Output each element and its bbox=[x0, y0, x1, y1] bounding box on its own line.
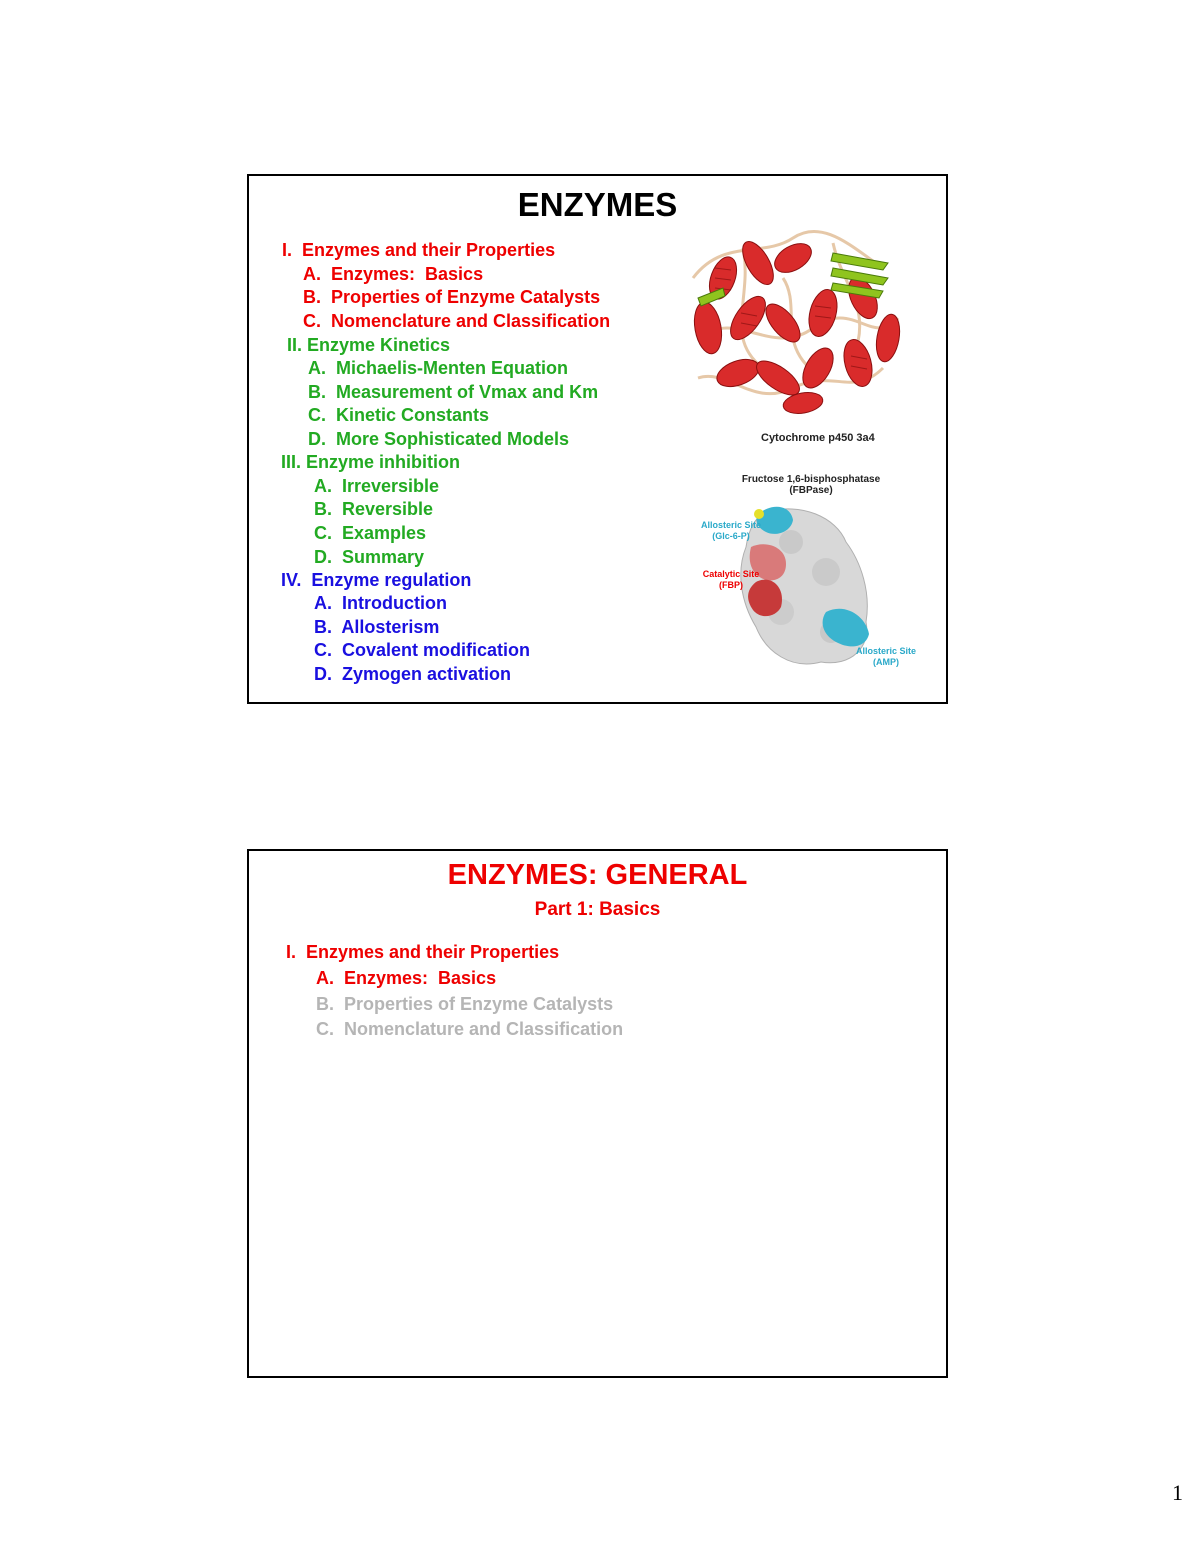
catalytic-line1: Catalytic Site bbox=[702, 569, 760, 579]
outline-item: B. Allosterism bbox=[314, 617, 440, 637]
slide-2 bbox=[247, 849, 948, 1378]
allosteric2-line2: (AMP) bbox=[873, 657, 899, 667]
outline-item: A. Enzymes: Basics bbox=[303, 264, 484, 284]
slide-2-title: ENZYMES: GENERAL bbox=[447, 859, 748, 891]
outline-item: C. Kinetic Constants bbox=[308, 405, 490, 425]
outline-item: A. Enzymes: Basics bbox=[316, 968, 497, 988]
outline-item: A. Introduction bbox=[314, 593, 447, 613]
outline-item: A. Michaelis-Menten Equation bbox=[308, 358, 569, 378]
allosteric-site-glc-label bbox=[691, 520, 771, 542]
fbpase-title-line2: (FBPase) bbox=[789, 485, 833, 496]
fbpase-figure bbox=[691, 474, 926, 674]
outline-item: IV. Enzyme regulation bbox=[281, 570, 472, 590]
catalytic-site-label bbox=[691, 569, 771, 591]
allosteric1-line1: Allosteric Site bbox=[700, 520, 762, 530]
outline-item: B. Properties of Enzyme Catalysts bbox=[316, 994, 614, 1014]
allosteric2-line1: Allosteric Site bbox=[855, 646, 917, 656]
outline-item: C. Examples bbox=[314, 523, 427, 543]
outline-item: II. Enzyme Kinetics bbox=[287, 335, 451, 355]
slide-2-subtitle: Part 1: Basics bbox=[534, 899, 661, 920]
outline-item: C. Nomenclature and Classification bbox=[316, 1019, 624, 1039]
outline-item: B. Reversible bbox=[314, 499, 434, 519]
outline-item: I. Enzymes and their Properties bbox=[286, 942, 560, 962]
outline-item: I. Enzymes and their Properties bbox=[282, 240, 556, 260]
outline-item: C. Covalent modification bbox=[314, 640, 531, 660]
allosteric1-line2: (Glc-6-P) bbox=[712, 531, 750, 541]
slide-1-title: ENZYMES bbox=[517, 186, 678, 223]
outline-item: D. Zymogen activation bbox=[314, 664, 512, 684]
outline-item: C. Nomenclature and Classification bbox=[303, 311, 611, 331]
fbpase-title-line1: Fructose 1,6-bisphosphatase bbox=[741, 474, 881, 485]
catalytic-line2: (FBP) bbox=[719, 580, 743, 590]
outline-item: B. Properties of Enzyme Catalysts bbox=[303, 287, 601, 307]
allosteric-site-amp-label bbox=[846, 646, 926, 668]
outline-item: B. Measurement of Vmax and Km bbox=[308, 382, 599, 402]
outline-item: D. More Sophisticated Models bbox=[308, 429, 570, 449]
outline-item: III. Enzyme inhibition bbox=[281, 452, 461, 472]
outline-item: A. Irreversible bbox=[314, 476, 440, 496]
cytochrome-caption: Cytochrome p450 3a4 bbox=[761, 432, 875, 444]
fbpase-title bbox=[711, 474, 911, 496]
slide-1 bbox=[247, 174, 948, 704]
outline-item: D. Summary bbox=[314, 547, 425, 567]
cytochrome-protein-image bbox=[683, 218, 913, 428]
page-number: 1 bbox=[1172, 1480, 1183, 1505]
